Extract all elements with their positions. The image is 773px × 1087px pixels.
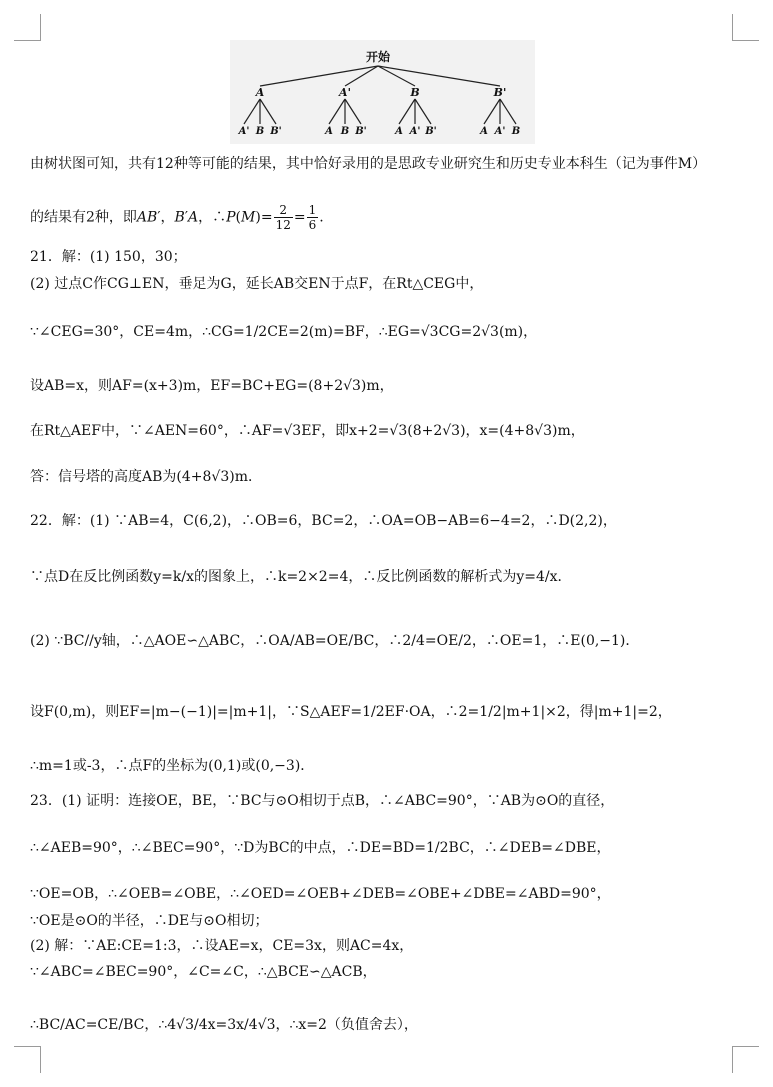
- tree-leaf-label: B: [340, 126, 350, 137]
- q22-part2: (2) ∵BC//y轴，∴△AOE∽△ABC，∴OA/AB=OE/BC，∴2/4=OE/2，∴OE=1，∴E(0,−1)．: [30, 633, 640, 649]
- q22-answer: ∴m=1或-3，∴点F的坐标为(0,1)或(0,−3)．: [30, 758, 315, 774]
- tree-diagram: [230, 40, 535, 144]
- tree-leaf-label: B': [425, 126, 437, 137]
- crop-mark-top-right: [732, 14, 759, 41]
- tree-root-label: 开始: [365, 50, 391, 64]
- tree-node-label: B': [493, 86, 507, 99]
- fraction-1-6: $\frac{1}{6}$: [308, 203, 317, 232]
- q21-step-ab: 设AB=x，则AF=(x+3)m，EF=BC+EG=(8+2√3)m，: [30, 378, 394, 394]
- tree-leaf-label: B': [270, 126, 282, 137]
- q23-step-oed: ∵OE=OB，∴∠OEB=∠OBE，∴∠OED=∠OEB+∠DEB=∠OBE+∠DBE=∠ABD=90°，: [30, 886, 611, 902]
- q23-similar-triangles: ∵∠ABC=∠BEC=90°，∠C=∠C，∴△BCE∽△ACB，: [30, 964, 377, 980]
- tree-leaf-label: A: [395, 126, 403, 137]
- crop-mark-bottom-right: [732, 1046, 759, 1073]
- q22-part1: 22．解：(1) ∵AB=4，C(6,2)，∴OB=6，BC=2，∴OA=OB−AB=6−4=2，∴D(2,2)，: [30, 513, 617, 529]
- q23-part2-setup: (2) 解：∵AE:CE=1:3，∴设AE=x，CE=3x，则AC=4x，: [30, 938, 414, 954]
- q22-point-f: 设F(0,m)，则EF=|m−(−1)|=|m+1|，∵S△AEF=1/2EF·OA，∴2=1/2|m+1|×2，得|m+1|=2，: [30, 704, 672, 720]
- q23-step-aeb: ∴∠AEB=90°，∴∠BEC=90°，∵D为BC的中点，∴DE=BD=1/2BC，∴∠DEB=∠DBE，: [30, 840, 611, 856]
- tree-leaf-label: B: [511, 126, 521, 137]
- tree-leaf-label: A': [494, 126, 506, 137]
- crop-mark-top-left: [14, 14, 41, 41]
- conclusion-line-2: 的结果有2种，即AB′，B′A，∴P(M)= $\frac{2}{12}$ = $\frac{1}{6}$ .: [30, 203, 324, 232]
- q23-solve-x: ∴BC/AC=CE/BC，∴4√3/4x=3x/4√3，∴x=2（负值舍去），: [30, 1017, 418, 1033]
- tree-node-label: A: [255, 86, 265, 99]
- tree-leaf-label: B: [255, 126, 265, 137]
- tree-node-label: A': [339, 86, 351, 99]
- q21-step-cg: ∵∠CEG=30°，CE=4m，∴CG=1/2CE=2(m)=BF，∴EG=√3CG=2√3(m)，: [30, 324, 538, 340]
- q22-inverse-function: ∵点D在反比例函数y=k/x的图象上，∴k=2×2=4，∴反比例函数的解析式为y=4/x．: [30, 569, 572, 585]
- q21-part2-intro: (2) 过点C作CG⊥EN，垂足为G，延长AB交EN于点F，在Rt△CEG中，: [30, 276, 484, 292]
- tree-leaf-label: A: [480, 126, 488, 137]
- tree-leaf-label: A: [325, 126, 333, 137]
- q23-tangent-conclusion: ∵OE是⊙O的半径，∴DE与⊙O相切；: [30, 913, 269, 929]
- q21-step-af: 在Rt△AEF中，∵∠AEN=60°，∴AF=√3EF，即x+2=√3(8+2√3)，x=(4+8√3)m，: [30, 423, 585, 439]
- conclusion-line-1: 由树状图可知，共有12种等可能的结果，其中恰好录用的是思政专业研究生和历史专业本科生（记为事件M）: [30, 156, 707, 172]
- tree-leaf-label: A': [238, 126, 250, 137]
- q21-answer: 答：信号塔的高度AB为(4+8√3)m．: [30, 469, 262, 485]
- q23-part1-intro: 23．(1) 证明：连接OE，BE，∵BC与⊙O相切于点B，∴∠ABC=90°，∵AB为⊙O的直径，: [30, 793, 615, 809]
- crop-mark-bottom-left: [14, 1046, 41, 1073]
- fraction-2-12: $\frac{2}{12}$: [275, 203, 291, 232]
- probability-text: 的结果有2种，即AB′，B′A，∴P(M)=: [30, 209, 273, 226]
- tree-node-label: B: [410, 86, 420, 99]
- tree-leaf-label: A': [409, 126, 421, 137]
- tree-leaf-label: B': [355, 126, 367, 137]
- q21-part1: 21．解：(1) 150，30；: [30, 249, 187, 265]
